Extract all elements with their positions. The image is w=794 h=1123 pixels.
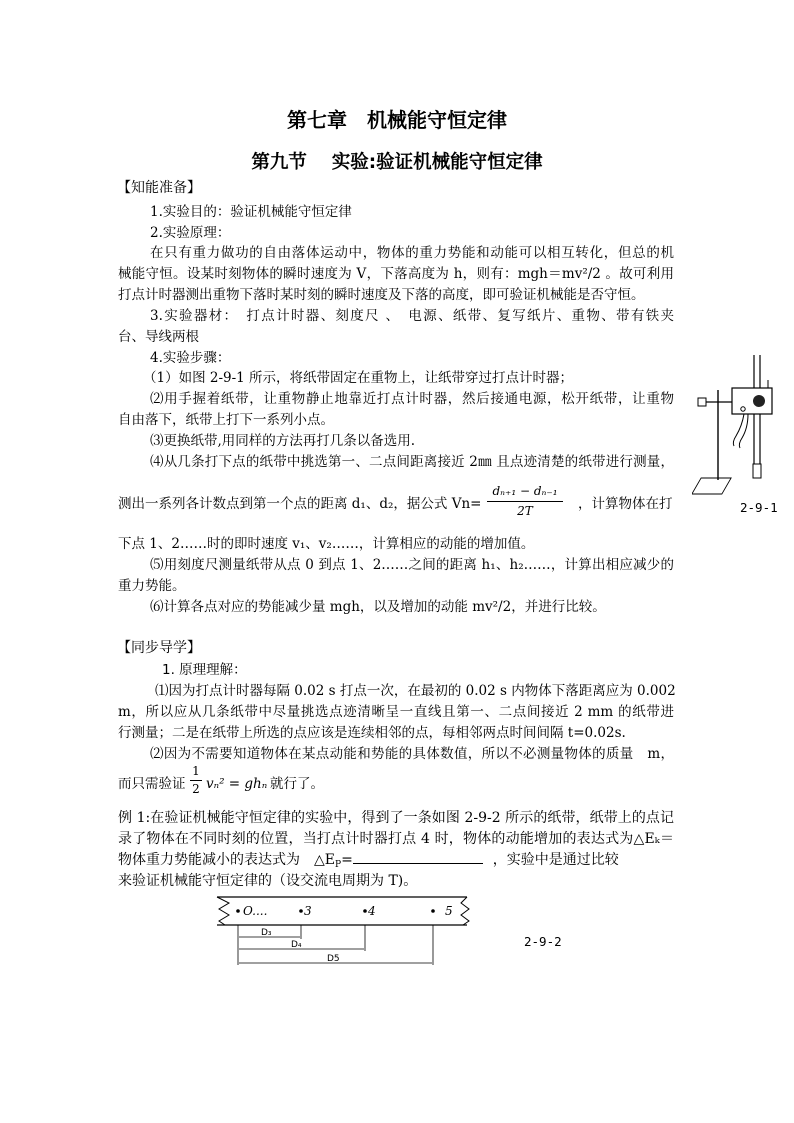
half-denominator: 2 — [192, 782, 200, 796]
half-numerator: 1 — [192, 764, 200, 778]
prep-heading: 【知能准备】 — [117, 180, 201, 196]
step-4-line-2: 测出一系列各计数点到第一个点的距离 d₁、d₂，据公式 Vn= — [118, 496, 482, 512]
dim-label-d4: D₄ — [291, 940, 302, 950]
dim-label-d5: D5 — [327, 954, 340, 964]
reason-2-line-2-end: 就行了。 — [270, 776, 324, 792]
prep-item-1: 1.实验目的：验证机械能守恒定律 — [150, 204, 352, 220]
principle-line-1: 在只有重力做功的自由落体运动中，物体的重力势能和动能可以相互转化，但总的机 — [150, 245, 674, 261]
step-3: ⑶更换纸带,用同样的方法再打几条以备选用. — [150, 433, 416, 449]
example-line-2: 录了物体在不同时刻的位置，当打点计时器打点 4 时，物体的动能增加的表达式为△Eₖ＝ — [118, 831, 674, 847]
figure-1-caption: 2-9-1 — [740, 500, 778, 515]
reason-2-line-1: ⑵因为不需要知道物体在某点动能和势能的具体数值，所以不必测量物体的质量 m， — [150, 746, 674, 762]
step-4-line-2-end: ，计算物体在打 — [578, 496, 673, 512]
figure-2-caption: 2-9-2 — [524, 934, 562, 949]
example-line-3-text: 物体重力势能减小的表达式为 △E — [118, 852, 335, 868]
tape-point-o: O.... — [243, 904, 268, 918]
example-line-3-end: ，实验中是通过比较 — [492, 852, 619, 868]
paper-tape-figure — [205, 893, 485, 969]
velocity-formula-numerator: dₙ₊₁ − dₙ₋₁ — [492, 484, 558, 498]
step-1: （1）如图 2-9-1 所示，将纸带固定在重物上，让纸带穿过打点计时器； — [143, 370, 574, 386]
step-2-line-1: ⑵用手握着纸带，让重物静止地靠近打点计时器，然后接通电源，松开纸带，让重物 — [150, 391, 674, 407]
half-bar — [190, 780, 202, 781]
chapter-title: 第七章 机械能守恒定律 — [287, 108, 507, 132]
velocity-formula-bar — [487, 501, 563, 502]
equipment-line-1: 3.实验器材： 打点计时器、刻度尺 、 电源、纸带、复写纸片、重物、带有铁夹 — [150, 308, 674, 324]
velocity-formula-denominator: 2T — [517, 504, 533, 518]
step-2-line-2: 自由落下，纸带上打下一系列小点。 — [118, 412, 334, 428]
principle-line-3: 打点计时器测出重物下落时某时刻的瞬时速度及下落的高度，即可验证机械能是否守恒。 — [118, 287, 645, 303]
answer-blank[interactable] — [353, 863, 483, 864]
equals-sign: = — [341, 852, 353, 868]
reason-1-line-1: ⑴因为打点计时器每隔 0.02 s 打点一次，在最初的 0.02 s 内物体下落距离应为 0.002 — [155, 683, 676, 699]
reason-1-line-3: 行测量；二是在纸带上所选的点应该是连续相邻的点，每相邻两点时间间隔 t=0.02s. — [118, 725, 626, 741]
equipment-line-2: 台、导线两根 — [118, 329, 199, 345]
principle-line-2: 械能守恒。设某时刻物体的瞬时速度为 V，下落高度为 h，则有：mgh＝mv²/2 。故可利用 — [118, 266, 674, 282]
prep-item-2: 2.实验原理： — [150, 225, 231, 241]
potential-subscript: P — [335, 860, 342, 870]
apparatus-figure — [692, 350, 794, 500]
step-5-line-1: ⑸用刻度尺测量纸带从点 0 到点 1、2……之间的距离 h₁、h₂……，计算出相应减少的 — [150, 557, 674, 573]
tape-point-3: 3 — [304, 904, 312, 918]
energy-expression: vₙ² = ghₙ — [206, 776, 268, 792]
reason-2-line-2: 而只需验证 — [118, 776, 186, 792]
step-4-line-3: 下点 1、2……时的即时速度 v₁、v₂……，计算相应的动能的增加值。 — [118, 536, 535, 552]
step-6: ⑹计算各点对应的势能减少量 mgh，以及增加的动能 mv²/2，并进行比较。 — [150, 599, 606, 615]
tape-point-4: 4 — [368, 904, 376, 918]
section-title: 第九节 实验:验证机械能守恒定律 — [251, 152, 543, 173]
step-5-line-2: 重力势能。 — [118, 578, 186, 594]
step-4-line-1: ⑷从几条打下点的纸带中挑选第一、二点间距离接近 2㎜ 且点迹清楚的纸带进行测量， — [150, 454, 674, 470]
reason-1-line-2: m，所以应从几条纸带中尽量挑选点迹清晰呈一直线且第一、二点间接近 2 mm 的纸带进 — [118, 704, 674, 720]
guide-heading: 【同步导学】 — [117, 640, 201, 656]
example-line-4: 来验证机械能守恒定律的（设交流电周期为 T)。 — [118, 873, 418, 889]
dim-label-d3: D₃ — [261, 928, 272, 938]
prep-item-4: 4.实验步骤： — [150, 350, 231, 366]
example-line-1: 例 1:在验证机械能守恒定律的实验中，得到了一条如图 2-9-2 所示的纸带，纸带上的点记 — [118, 810, 674, 826]
guide-item-1: 1. 原理理解： — [162, 662, 247, 678]
tape-point-5: 5 — [445, 904, 453, 918]
